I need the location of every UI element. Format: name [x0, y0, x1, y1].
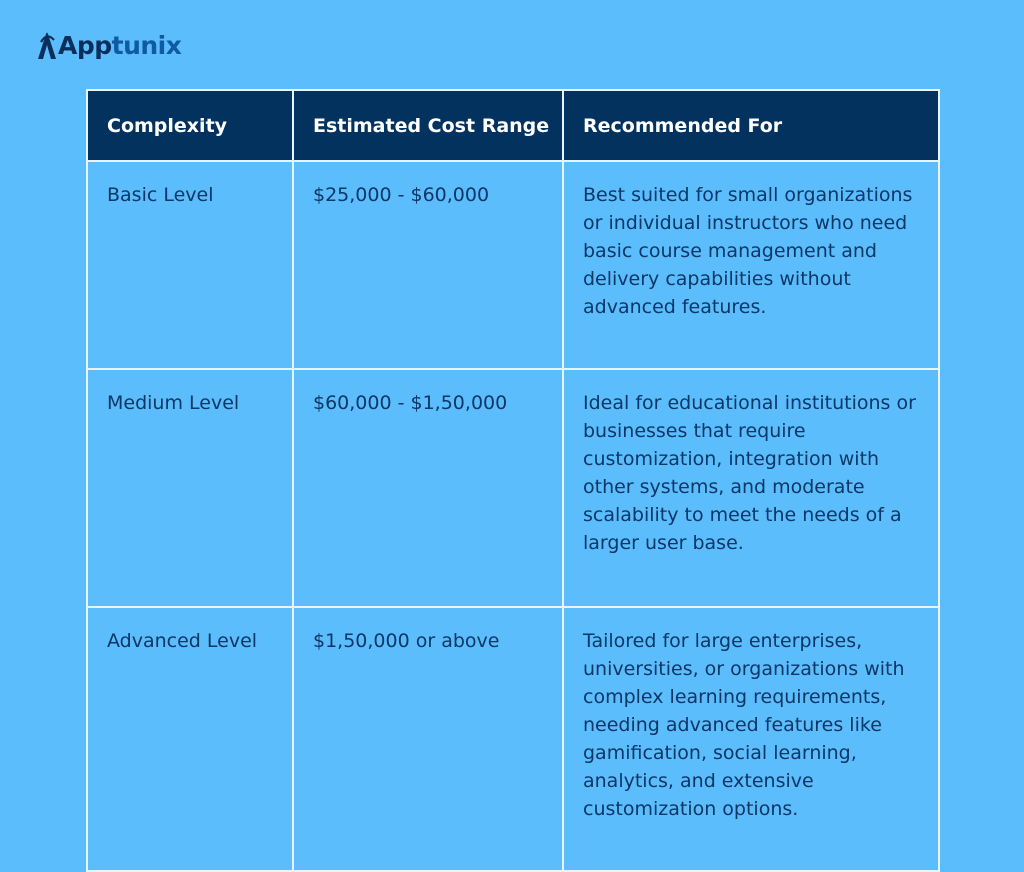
table-row: [87, 161, 939, 369]
logo-text-tunix: tunix: [111, 31, 182, 60]
table-row: [87, 369, 939, 607]
logo-text-app: App: [58, 31, 112, 60]
apptunix-a-mark-icon: [36, 30, 58, 60]
cell-complexity: Medium Level: [87, 369, 293, 607]
table-header: [87, 90, 939, 161]
cell-recommended: Tailored for large enterprises, universities, or organizations with complex learning requirements, needing advanced features like gamification, social learning, analytics, and extensive customization options.: [563, 607, 939, 871]
cost-table: [86, 89, 940, 872]
cell-cost: $1,50,000 or above: [293, 607, 563, 871]
cell-cost: $60,000 - $1,50,000: [293, 369, 563, 607]
apptunix-logo: [36, 26, 181, 60]
header-row: [87, 90, 939, 161]
cell-recommended: Ideal for educational institutions or businesses that require customization, integration with other systems, and moderate scalability to meet the needs of a larger user base.: [563, 369, 939, 607]
cell-recommended: Best suited for small organizations or individual instructors who need basic course management and delivery capabilities without advanced features.: [563, 161, 939, 369]
cell-complexity: Advanced Level: [87, 607, 293, 871]
table-row: [87, 607, 939, 871]
cell-complexity: Basic Level: [87, 161, 293, 369]
header-recommended-for: Recommended For: [563, 90, 939, 161]
header-complexity: Complexity: [87, 90, 293, 161]
table-body: [87, 161, 939, 871]
cell-cost: $25,000 - $60,000: [293, 161, 563, 369]
header-cost-range: Estimated Cost Range: [293, 90, 563, 161]
